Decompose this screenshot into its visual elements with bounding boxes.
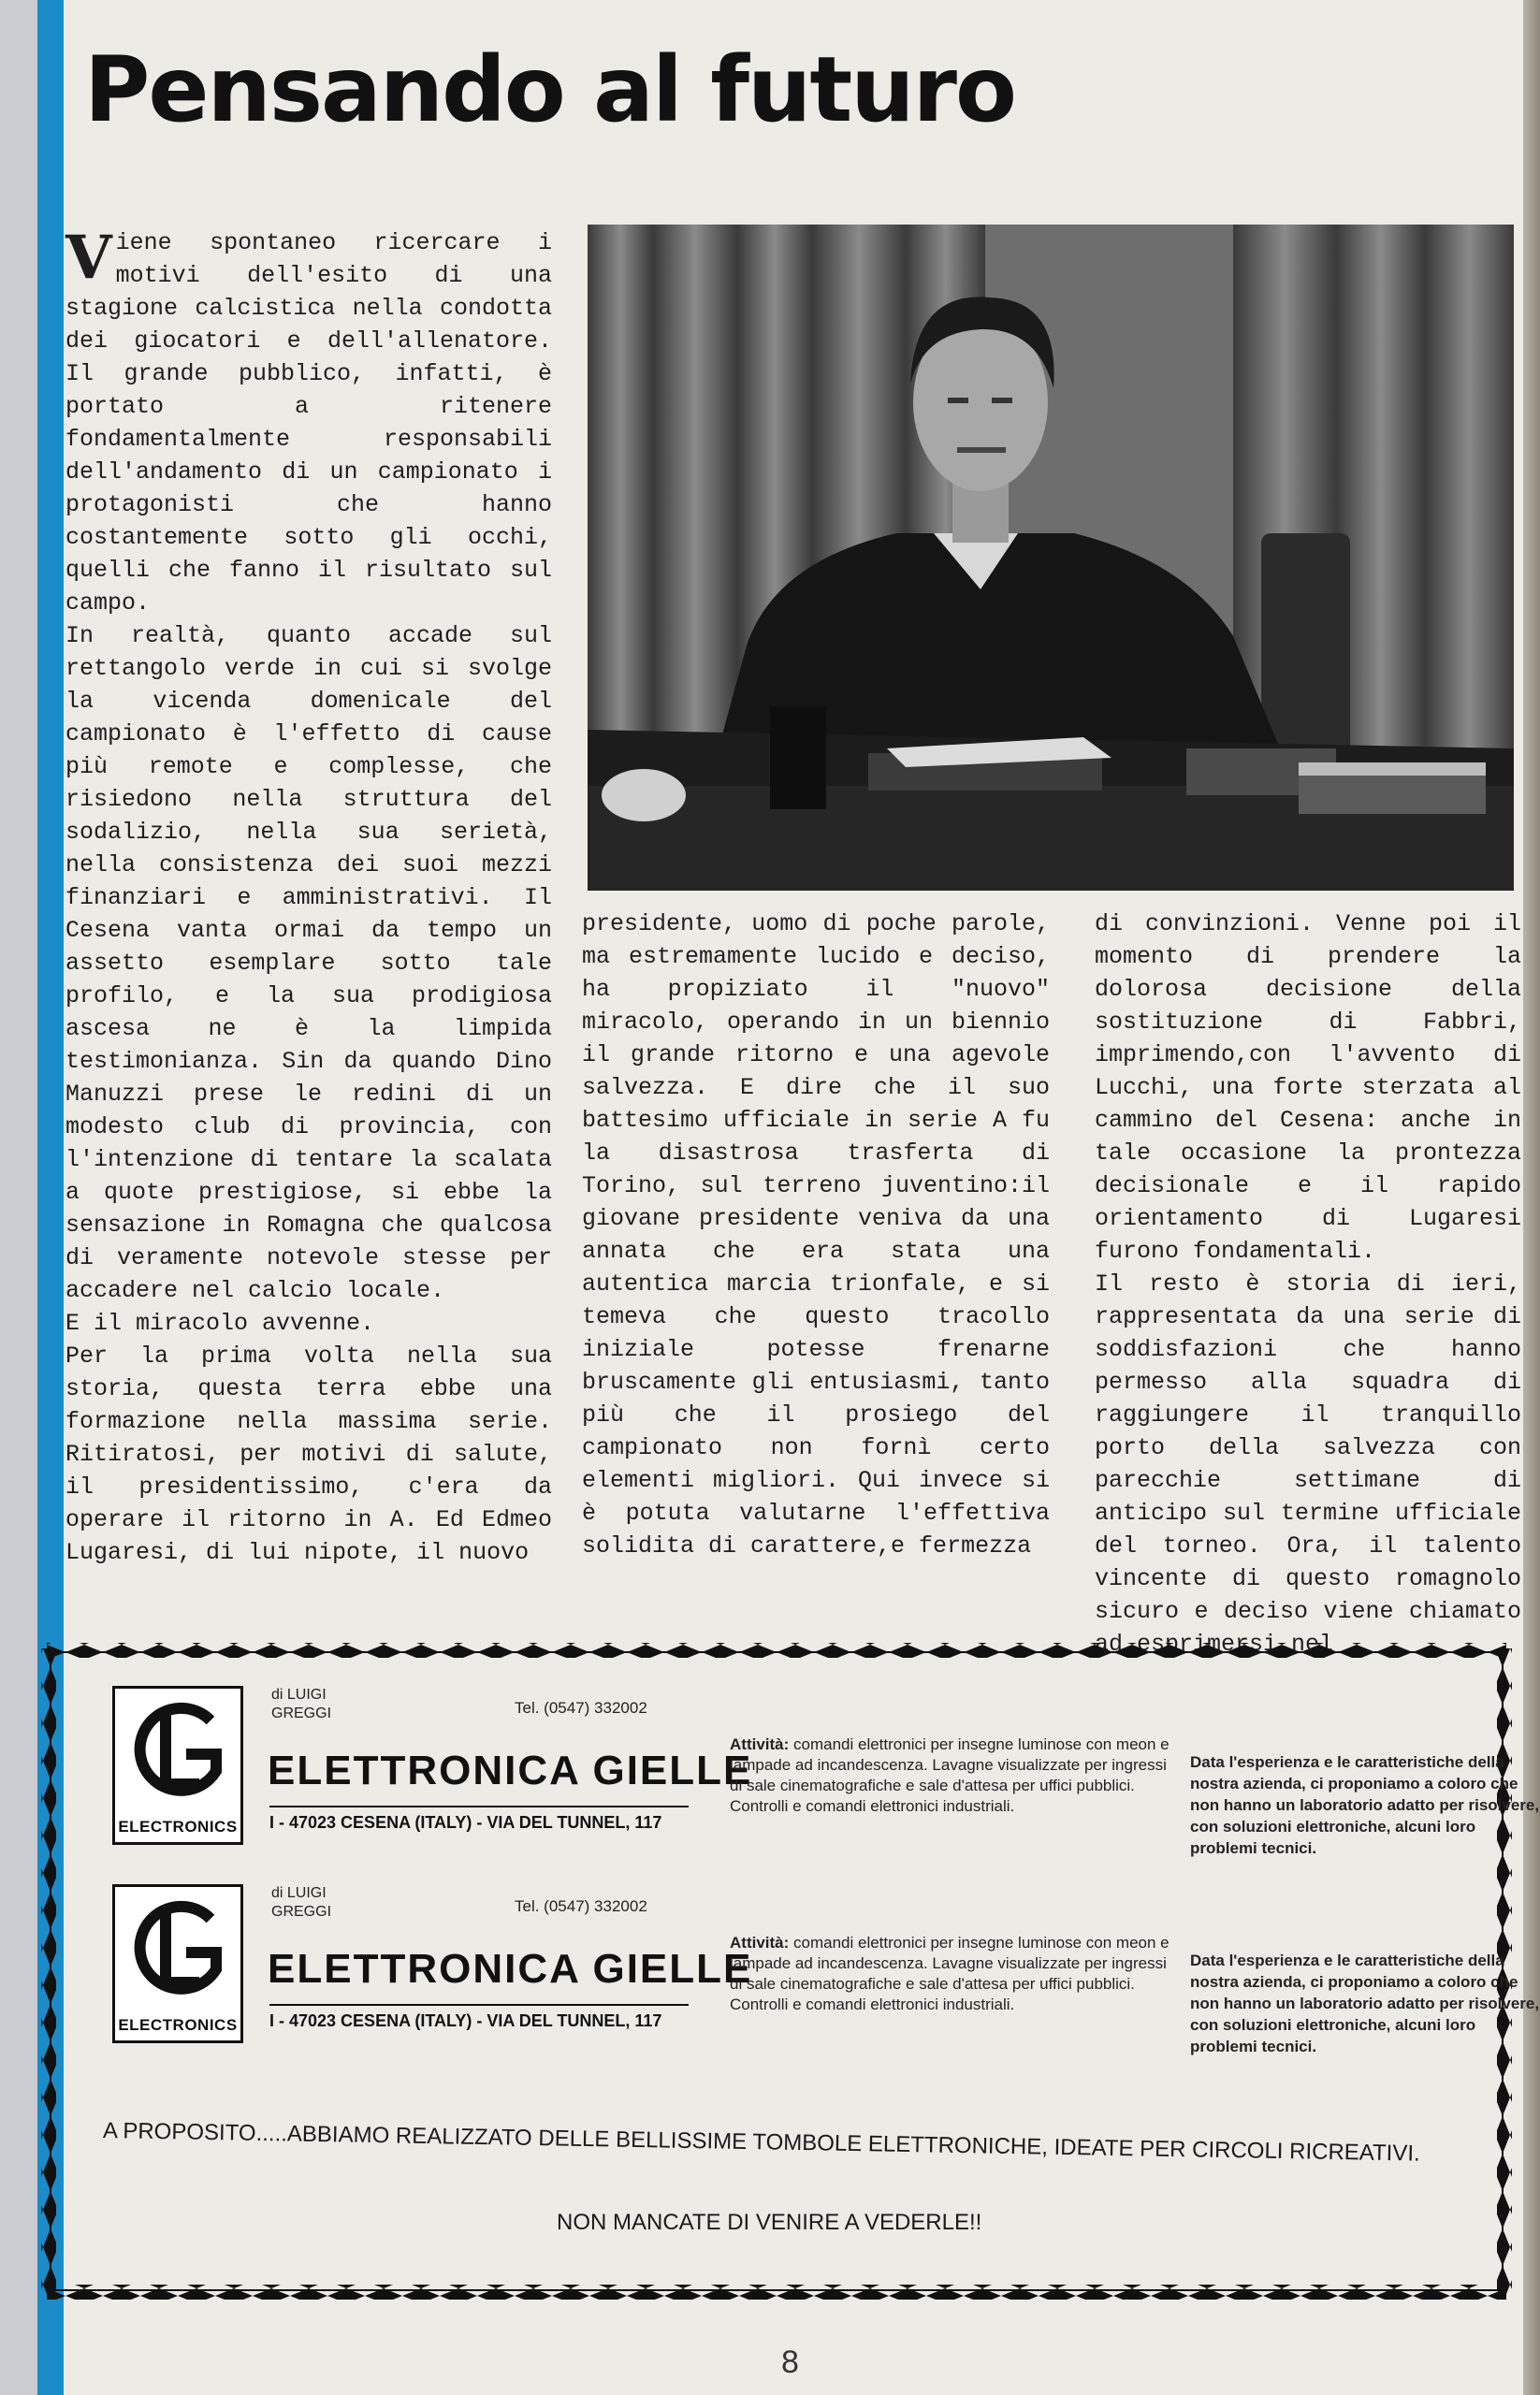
- ad-block-2: [84, 1884, 1540, 2055]
- gielle-logo: [112, 1686, 243, 1845]
- article-title: Pensando al futuro: [84, 37, 1015, 142]
- lg-logo-icon: [124, 1694, 233, 1807]
- drop-cap: V: [65, 223, 112, 293]
- article-column-2: presidente, uomo di poche parole, ma estremamente lucido e deciso, ha propiziato il "nuovo" miracolo, operando in un biennio il grande ritorno e una agevole salvezza. E dire che il suo battesimo ufficiale in serie A fu la disastrosa trasferta di Torino, sul terreno juventino:il giovane presidente veniva da una annata che era stata una autentica marcia trionfale, e si temeva che questo tracollo iniziale potesse frenarne bruscamente gli entusiasmi, tanto più che il prosiego del campionato non fornì certo elementi migliori. Qui invece si è potuta valutarne l'effettiva solidita di carattere,e fermezza: [582, 910, 1050, 1560]
- lg-logo-icon: [124, 1893, 233, 2005]
- brand-rule: [269, 1806, 689, 1807]
- brand-name: ELETTRONICA GIELLE: [268, 1748, 753, 1793]
- promo-call-to-action: NON MANCATE DI VENIRE A VEDERLE!!: [557, 2210, 982, 2235]
- article-column-3: di convinzioni. Venne poi il momento di prendere la dolorosa decisione della sostituzione di Fabbri, imprimendo,con l'avvento di Lucchi, una forte sterzata al cammino del Cesena: anche in tale occasione la prontezza decisionale e il rapido orientamento di Lugaresi furono fondamentali. Il resto è storia di ieri, rappresentata da una serie di soddisfazioni che hanno permesso alla squadra di raggiungere il tranquillo porto della salvezza con parecchie settimane di anticipo sul termine ufficiale del torneo. Ora, il talento vincente di questo romagnolo sicuro e deciso viene chiamato: [1095, 910, 1521, 1625]
- experience-statement: Data l'esperienza e le caratteristiche della nostra azienda, ci proponiamo a coloro che non hanno un laboratorio adatto per risolvere, con soluzioni elettroniche, alcuni loro problemi tecnici.: [1190, 1753, 1540, 1857]
- ad-block-1: [84, 1686, 1540, 1857]
- promo-line: A PROPOSITO.....ABBIAMO REALIZZATO DELLE BELLISSIME TOMBOLE ELETTRONICHE, IDEATE PER CIRCOLI RICREATIVI.: [102, 2118, 1420, 2167]
- activity-label: Attività:: [730, 1735, 790, 1753]
- address: I - 47023 CESENA (ITALY) - VIA DEL TUNNEL, 117: [269, 1813, 662, 1832]
- activity-label: Attività:: [730, 1934, 790, 1952]
- column-1-text: iene spontaneo ricercare i motivi dell'esito di una stagione calcistica nella condotta dei giocatori e dell'allenatore. Il grande pubblico, infatti, è portato a ritenere fondamentalmente responsabili dell'andamento di un campionato i protagonisti che hanno costantemente sotto gli occhi, quelli che fanno il risultato sul campo. In realtà, quanto accade sul rettangolo verde in cui si svolge la vicenda domenicale del campionato è l'effetto di cause più remote e complesse, che risiedono nella struttura del sodalizio, nella sua serietà, nella consistenza dei suoi mezzi finanziari e amministrativi. Il Cesena vanta ormai da tempo un assetto esemplare sotto tale profilo, e la sua prodigiosa ascesa ne è la limpida testimonianza. Sin da quando Dino Manuzzi prese le redini di un modesto club di provincia, con l'intenzione di tentare la scalata a quote prestigiose, si ebbe la sensazione in Romagna che qualcosa di veramente notevole stesse per accadere nel calcio locale. E il miracolo avvenne. Per la prima volta nella sua storia, questa terra ebbe una formazione nella massima serie. Ritiratosi, per motivi di salute, il presidentissimo, c'era da operare il ritorno in A. Ed Edmeo Lugaresi, di lui nipote, il nuovo: [65, 229, 552, 1566]
- page-number: 8: [781, 2344, 799, 2380]
- brand-name: ELETTRONICA GIELLE: [268, 1946, 753, 1992]
- gielle-logo: [112, 1884, 243, 2043]
- advertisement: [28, 1630, 1540, 2313]
- brand-rule: [269, 2004, 689, 2006]
- logo-caption: ELECTRONICS: [118, 2016, 238, 2034]
- article-column-1: [65, 223, 552, 1569]
- logo-caption: ELECTRONICS: [118, 1818, 238, 1836]
- activity-description: [730, 1735, 1170, 1817]
- president-photo: [588, 225, 1514, 891]
- owner-name: di LUIGI GREGGI: [271, 1885, 332, 1920]
- owner-name: di LUIGI GREGGI: [271, 1687, 332, 1721]
- telephone: Tel. (0547) 332002: [515, 1897, 647, 1915]
- activity-text: comandi elettronici per insegne luminose con meon e lampade ad incandescenza. Lavagne visualizzate per ingressi di sale cinematografiche e sale d'attesa per uffici pubblici. Controlli e comandi elettronici industriali.: [730, 1735, 1170, 1815]
- experience-statement: Data l'esperienza e le caratteristiche della nostra azienda, ci proponiamo a coloro che non hanno un laboratorio adatto per risolvere, con soluzioni elettroniche, alcuni loro problemi tecnici.: [1190, 1952, 1540, 2055]
- address: I - 47023 CESENA (ITALY) - VIA DEL TUNNEL, 117: [269, 2011, 662, 2030]
- telephone: Tel. (0547) 332002: [515, 1699, 647, 1717]
- activity-text: comandi elettronici per insegne luminose con meon e lampade ad incandescenza. Lavagne visualizzate per ingressi di sale cinematografiche e sale d'attesa per uffici pubblici. Controlli e comandi elettronici industriali.: [730, 1934, 1170, 2013]
- activity-description: [730, 1933, 1170, 2015]
